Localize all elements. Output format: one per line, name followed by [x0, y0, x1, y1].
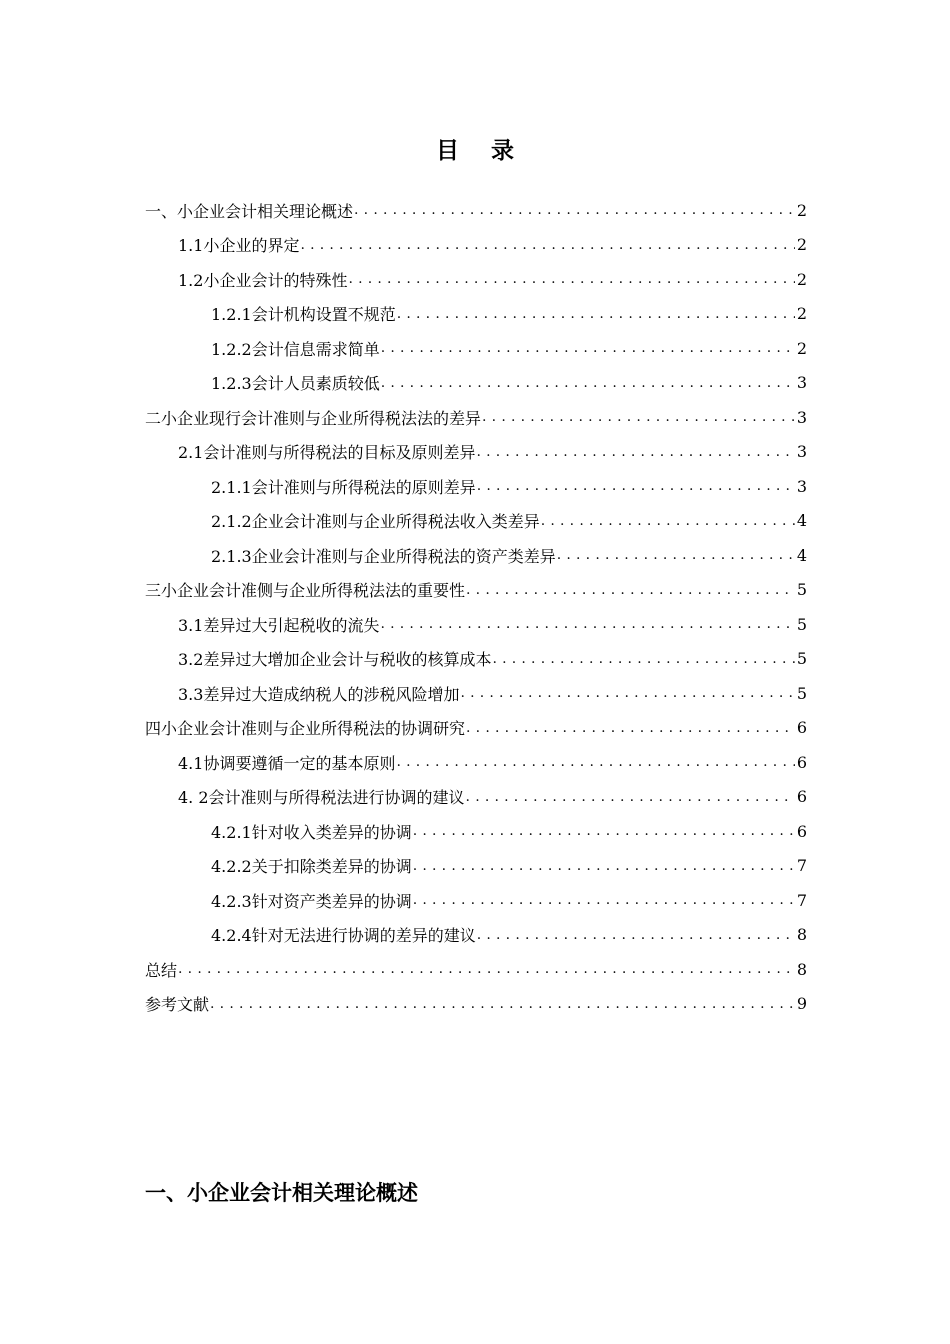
- toc-entry[interactable]: [145, 642, 807, 677]
- toc-entry-text: 4.2.1针对收入类差异的协调: [211, 822, 412, 842]
- toc-leader-dots: [413, 892, 795, 908]
- toc-entry[interactable]: [145, 849, 807, 884]
- toc-leader-dots: [396, 754, 794, 770]
- toc-entry-text: 3.2差异过大增加企业会计与税收的核算成本: [178, 650, 492, 670]
- toc-page-number: 2: [796, 304, 807, 324]
- toc-leader-dots: [210, 996, 795, 1012]
- toc-leader-dots: [541, 513, 795, 529]
- toc-leader-dots: [380, 616, 794, 632]
- toc-title: 目 录: [435, 138, 526, 164]
- toc-page-number: 5: [796, 649, 807, 669]
- toc-page-number: 3: [796, 476, 807, 496]
- toc-entry[interactable]: [145, 573, 807, 608]
- toc-page-number: 4: [796, 545, 807, 565]
- toc-page-number: 4: [796, 511, 807, 531]
- toc-entry-text: 4.2.2关于扣除类差异的协调: [211, 857, 412, 877]
- toc-leader-dots: [348, 271, 794, 287]
- toc-page-number: 3: [796, 373, 807, 393]
- toc-leader-dots: [482, 409, 795, 425]
- toc-page-number: 7: [796, 856, 807, 876]
- toc-entry[interactable]: [145, 780, 807, 815]
- toc-page-number: 2: [796, 269, 807, 289]
- toc-entry-text: 4.2.4针对无法进行协调的差异的建议: [211, 926, 476, 946]
- toc-page-number: 5: [796, 683, 807, 703]
- toc-page-number: 2: [796, 235, 807, 255]
- toc-entry[interactable]: [145, 987, 807, 1022]
- toc-entry[interactable]: [145, 400, 807, 435]
- toc-entry-text: 1.2.2会计信息需求简单: [211, 339, 380, 359]
- toc-entry[interactable]: [145, 952, 807, 987]
- toc-page-number: 2: [796, 200, 807, 220]
- toc-entry[interactable]: [145, 331, 807, 366]
- section-heading: 一、小企业会计相关理论概述: [145, 1181, 418, 1205]
- toc-leader-dots: [397, 306, 795, 322]
- toc-entry[interactable]: [145, 504, 807, 539]
- toc-page-number: 6: [796, 787, 807, 807]
- toc-entry-text: 一、小企业会计相关理论概述: [145, 201, 354, 221]
- toc-leader-dots: [466, 789, 795, 805]
- toc-entry-text: 2.1.1会计准则与所得税法的原则差异: [211, 477, 476, 497]
- toc-entry-text: 4.1协调要遵循一定的基本原则: [178, 753, 396, 773]
- toc-leader-dots: [476, 444, 794, 460]
- toc-leader-dots: [460, 685, 794, 701]
- toc-page-number: 3: [796, 442, 807, 462]
- toc-leader-dots: [300, 237, 794, 253]
- toc-page-number: 5: [796, 580, 807, 600]
- toc-entry-text: 四小企业会计准则与企业所得税法的协调研究: [145, 719, 466, 739]
- toc-entry[interactable]: [145, 262, 807, 297]
- toc-leader-dots: [557, 547, 795, 563]
- toc-entry[interactable]: [145, 469, 807, 504]
- toc-entry[interactable]: [145, 711, 807, 746]
- toc-entry[interactable]: [145, 745, 807, 780]
- toc-entry[interactable]: [145, 193, 807, 228]
- toc-leader-dots: [492, 651, 794, 667]
- toc-entry-text: 4. 2会计准则与所得税法进行协调的建议: [178, 788, 465, 808]
- toc-entry[interactable]: [145, 228, 807, 263]
- toc-page-number: 6: [796, 821, 807, 841]
- toc-entry-text: 2.1会计准则与所得税法的目标及原则差异: [178, 443, 476, 463]
- toc-page-number: 2: [796, 338, 807, 358]
- toc-entry[interactable]: [145, 676, 807, 711]
- toc-leader-dots: [477, 478, 795, 494]
- toc-entry-text: 参考文献: [145, 995, 210, 1015]
- toc-page-number: 8: [796, 959, 807, 979]
- toc-page-number: 5: [796, 614, 807, 634]
- toc-leader-dots: [466, 720, 795, 736]
- toc-page-number: 7: [796, 890, 807, 910]
- toc-entry[interactable]: [145, 814, 807, 849]
- toc-entry[interactable]: [145, 883, 807, 918]
- table-of-contents: [145, 193, 807, 1021]
- toc-page-number: 3: [796, 407, 807, 427]
- toc-entry[interactable]: [145, 435, 807, 470]
- toc-entry[interactable]: [145, 538, 807, 573]
- toc-entry-text: 1.2.1会计机构设置不规范: [211, 305, 396, 325]
- toc-entry[interactable]: [145, 366, 807, 401]
- toc-leader-dots: [466, 582, 795, 598]
- toc-page-number: 6: [796, 718, 807, 738]
- toc-page-number: 8: [796, 925, 807, 945]
- toc-leader-dots: [381, 340, 795, 356]
- toc-entry-text: 1.1小企业的界定: [178, 236, 300, 256]
- toc-entry-text: 3.3差异过大造成纳税人的涉税风险增加: [178, 684, 460, 704]
- toc-entry-text: 三小企业会计准侧与企业所得税法法的重要性: [145, 581, 466, 601]
- toc-leader-dots: [413, 823, 795, 839]
- toc-entry-text: 2.1.3企业会计准则与企业所得税法的资产类差异: [211, 546, 556, 566]
- toc-entry-text: 3.1差异过大引起税收的流失: [178, 615, 380, 635]
- toc-entry[interactable]: [145, 607, 807, 642]
- toc-leader-dots: [477, 927, 795, 943]
- toc-entry[interactable]: [145, 297, 807, 332]
- toc-leader-dots: [381, 375, 795, 391]
- toc-page-number: 6: [796, 752, 807, 772]
- toc-entry-text: 4.2.3针对资产类差异的协调: [211, 891, 412, 911]
- toc-entry[interactable]: [145, 918, 807, 953]
- toc-leader-dots: [413, 858, 795, 874]
- toc-leader-dots: [178, 961, 795, 977]
- toc-entry-text: 1.2.3会计人员素质较低: [211, 374, 380, 394]
- toc-entry-text: 2.1.2企业会计准则与企业所得税法收入类差异: [211, 512, 540, 532]
- toc-entry-text: 总结: [145, 960, 178, 980]
- toc-page-number: 9: [796, 994, 807, 1014]
- toc-entry-text: 1.2小企业会计的特殊性: [178, 270, 348, 290]
- toc-entry-text: 二小企业现行会计准则与企业所得税法法的差异: [145, 408, 482, 428]
- toc-leader-dots: [354, 202, 795, 218]
